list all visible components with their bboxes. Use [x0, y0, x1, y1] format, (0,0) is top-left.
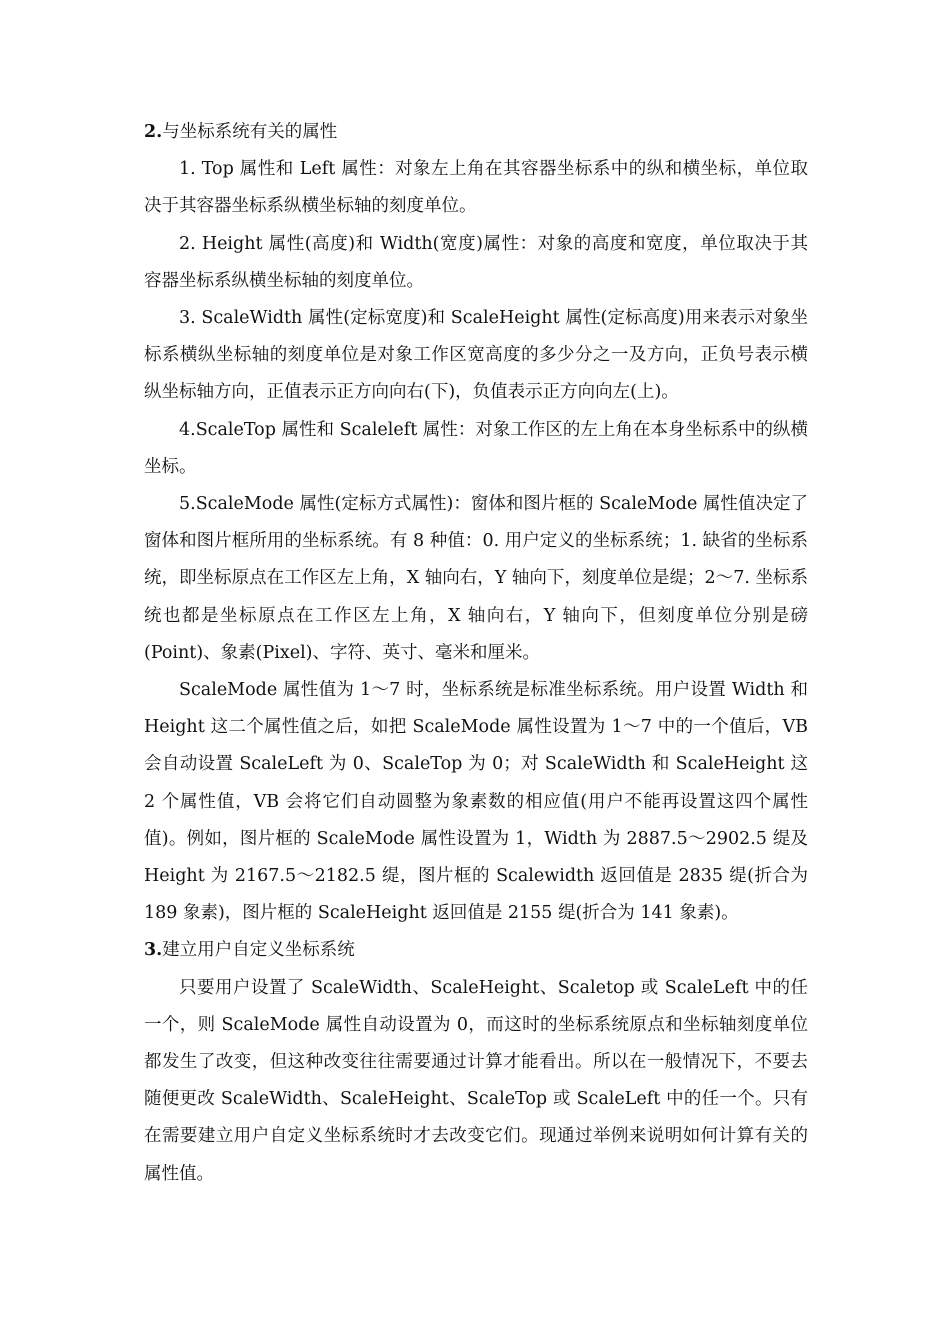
section-heading-user-defined-coordinates: [144, 932, 808, 969]
section-heading-coordinate-properties: [144, 114, 808, 151]
paragraph-scalemode-example: ScaleMode 属性值为 1～7 时，坐标系统是标准坐标系统。用户设置 Width 和 Height 这二个属性值之后，如把 ScaleMode 属性设置为 1～7 中的一个值后，VB 会自动设置 ScaleLeft 为 0、ScaleTop 为 0；对 ScaleWidth 和 ScaleHeight 这 2 个属性值，VB 会将它们自动圆整为象素数的相应值(用户不能再设置这四个属性值)。例如，图片框的 ScaleMode 属性设置为 1，Width 为 2887.5～2902.5 缇及 Height 为 2167.5～2182.5 缇，图片框的 Scalewidth 返回值是 2835 缇(折合为 189 象素)，图片框的 ScaleHeight 返回值是 2155 缇(折合为 141 象素)。: [144, 680, 808, 924]
paragraph-scalemode: 5.ScaleMode 属性(定标方式属性)：窗体和图片框的 ScaleMode 属性值决定了窗体和图片框所用的坐标系统。有 8 种值：0. 用户定义的坐标系统；1. 缺省的坐标系统，即坐标原点在工作区左上角，X 轴向右，Y 轴向下，刻度单位是缇；2～7. 坐标系统也都是坐标原点在工作区左上角，X 轴向右，Y 轴向下，但刻度单位分别是磅(Point)、象素(Pixel)、字符、英寸、毫米和厘米。: [144, 494, 808, 663]
section-title: 建立用户自定义坐标系统: [162, 940, 355, 961]
section-title: 与坐标系统有关的属性: [162, 122, 338, 142]
document-page: [144, 114, 808, 1193]
section-number: 2.: [144, 122, 163, 142]
paragraph-scaletop-scaleleft: 4.ScaleTop 属性和 Scaleleft 属性：对象工作区的左上角在本身坐标系中的纵横坐标。: [144, 419, 808, 477]
paragraph-top-left: 1. Top 属性和 Left 属性：对象左上角在其容器坐标系中的纵和横坐标，单位取决于其容器坐标系纵横坐标轴的刻度单位。: [144, 159, 808, 217]
paragraph-scalewidth-scaleheight: 3. ScaleWidth 属性(定标宽度)和 ScaleHeight 属性(定标高度)用来表示对象坐标系横纵坐标轴的刻度单位是对象工作区宽高度的多少分之一及方向，正负号表示横纵坐标轴方向，正值表示正方向向右(下)，负值表示正方向向左(上)。: [144, 308, 808, 403]
paragraph-user-defined-coordinates: 只要用户设置了 ScaleWidth、ScaleHeight、Scaletop 或 ScaleLeft 中的任一个，则 ScaleMode 属性自动设置为 0，而这时的坐标系统原点和坐标轴刻度单位都发生了改变，但这种改变往往需要通过计算才能看出。所以在一般情况下，不要去随便更改 ScaleWidth、ScaleHeight、ScaleTop 或 ScaleLeft 中的任一个。只有在需要建立用户自定义坐标系统时才去改变它们。现通过举例来说明如何计算有关的属性值。: [144, 977, 808, 1184]
paragraph-height-width: 2. Height 属性(高度)和 Width(宽度)属性：对象的高度和宽度，单位取决于其容器坐标系纵横坐标轴的刻度单位。: [144, 233, 808, 291]
section-number: 3.: [144, 940, 163, 961]
